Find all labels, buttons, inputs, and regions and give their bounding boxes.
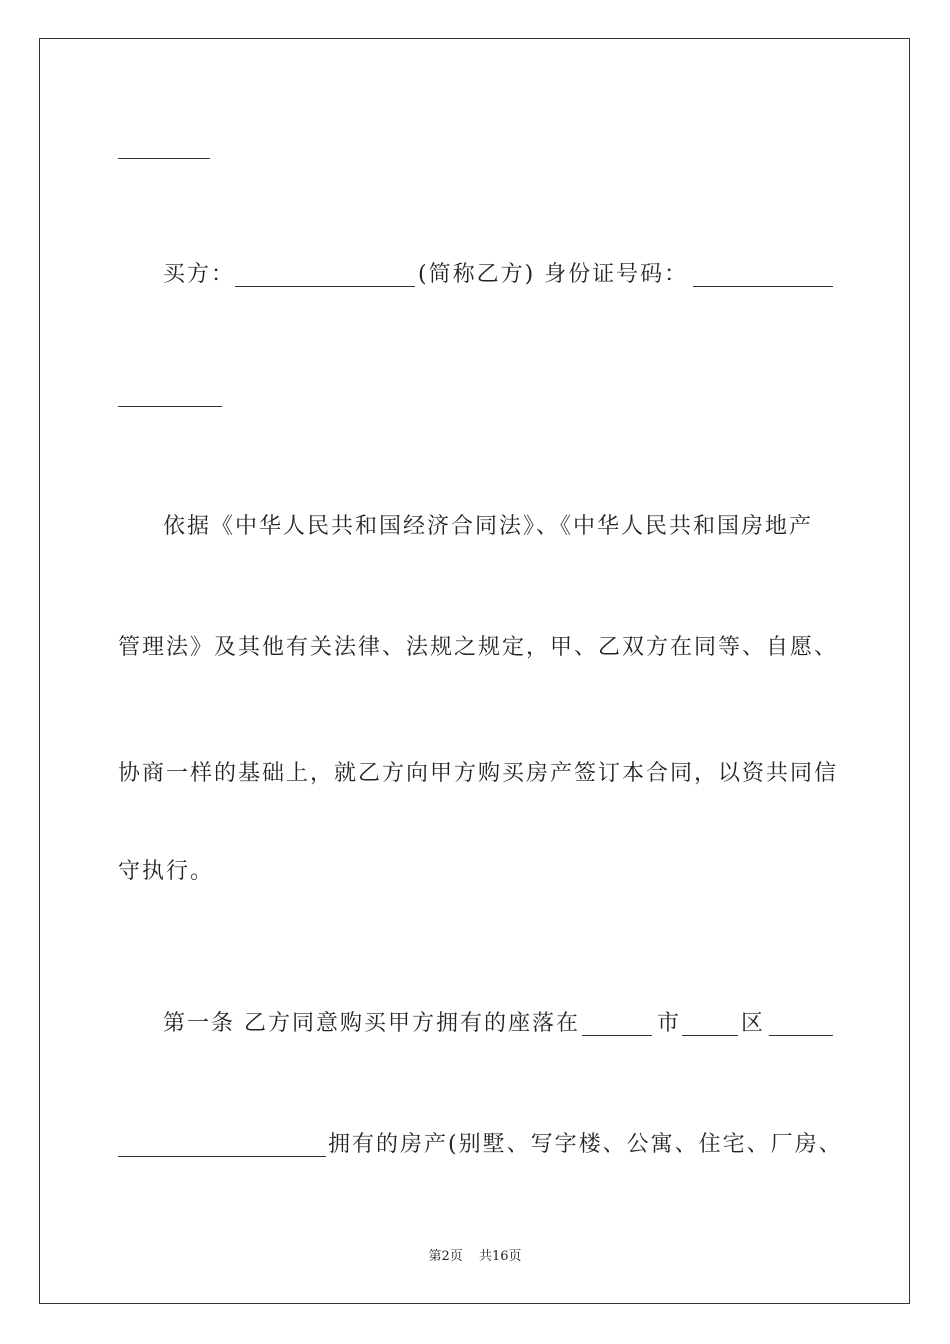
buyer-suffix: (简称乙方) 身份证号码： xyxy=(418,262,689,287)
page-border xyxy=(39,38,910,1304)
page-footer xyxy=(0,1248,950,1266)
article1-line2: 拥有的房产(别墅、写字楼、公寓、住宅、厂房、 xyxy=(328,1132,843,1157)
buyer-id-blank-cont xyxy=(118,406,222,407)
district-blank xyxy=(682,1035,738,1036)
para1-line3: 协商一样的基础上，就乙方向甲方购买房产签订本合同，以资共同信 xyxy=(118,761,839,786)
article1-city: 市 xyxy=(657,1011,682,1036)
buyer-id-blank xyxy=(693,286,833,287)
article1-district: 区 xyxy=(741,1011,766,1036)
address-blank xyxy=(118,1156,326,1157)
buyer-name-blank xyxy=(235,286,415,287)
page-number: 第2页 xyxy=(428,1249,463,1264)
street-blank xyxy=(769,1035,833,1036)
city-blank xyxy=(582,1035,652,1036)
para1-line1: 依据《中华人民共和国经济合同法》、《中华人民共和国房地产 xyxy=(163,514,814,539)
blank-line xyxy=(118,158,210,159)
buyer-label: 买方： xyxy=(163,262,236,287)
article1-prefix: 第一条 乙方同意购买甲方拥有的座落在 xyxy=(163,1011,580,1036)
para1-line4: 守执行。 xyxy=(118,859,215,884)
para1-line2: 管理法》及其他有关法律、法规之规定，甲、乙双方在同等、自愿、 xyxy=(118,635,839,660)
total-pages: 共16页 xyxy=(478,1249,522,1264)
